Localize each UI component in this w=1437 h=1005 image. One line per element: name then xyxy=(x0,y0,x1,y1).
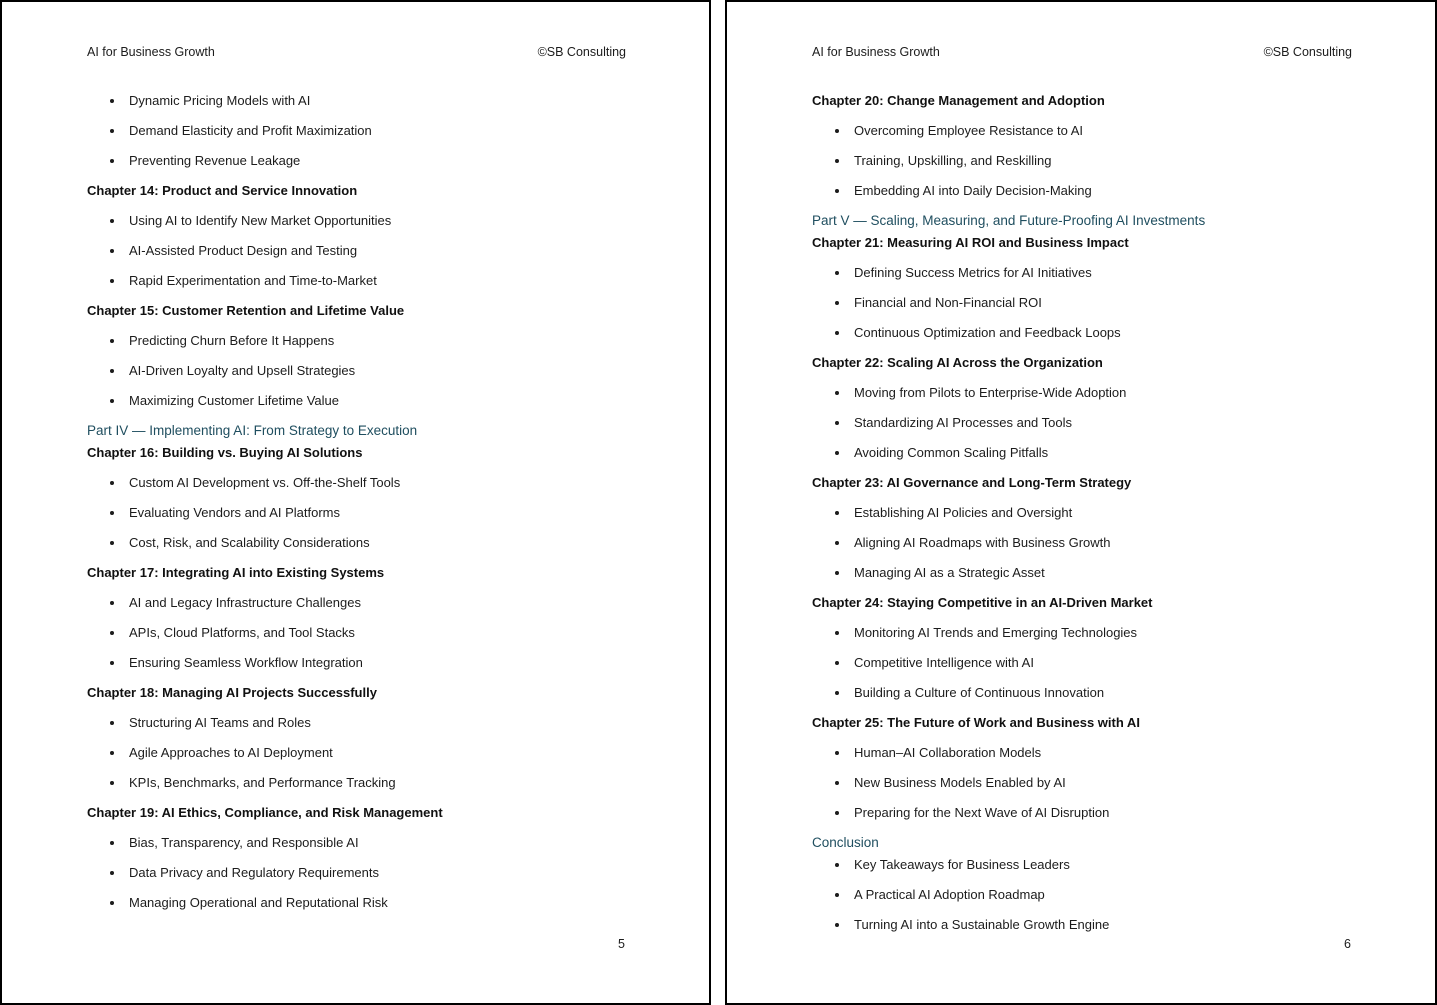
toc-item-label: APIs, Cloud Platforms, and Tool Stacks xyxy=(129,625,355,640)
toc-item-label: Part V — Scaling, Measuring, and Future-Proofing AI Investments xyxy=(812,213,1206,228)
toc-item-label: Predicting Churn Before It Happens xyxy=(129,333,335,348)
document-page-6 xyxy=(725,0,1437,1005)
bullet-dot-icon xyxy=(835,129,839,133)
toc-blocks xyxy=(87,93,659,925)
toc-chapter-heading xyxy=(812,93,1385,123)
toc-bullet-item xyxy=(87,243,659,273)
bullet-dot-icon xyxy=(110,219,114,223)
bullet-dot-icon xyxy=(835,271,839,275)
toc-item-label: Part IV — Implementing AI: From Strategy to Execution xyxy=(87,423,418,438)
toc-chapter-heading xyxy=(87,303,659,333)
page-header xyxy=(812,45,1352,60)
toc-bullet-item xyxy=(812,295,1385,325)
toc-item-label: Human–AI Collaboration Models xyxy=(854,745,1042,760)
toc-part-heading xyxy=(87,423,659,445)
bullet-dot-icon xyxy=(110,279,114,283)
bullet-dot-icon xyxy=(835,301,839,305)
toc-chapter-heading xyxy=(812,595,1385,625)
toc-item-label: Structuring AI Teams and Roles xyxy=(129,715,311,730)
header-title: AI for Business Growth xyxy=(812,45,940,59)
toc-item-label: Establishing AI Policies and Oversight xyxy=(854,505,1073,520)
header-copyright: ©SB Consulting xyxy=(537,45,626,59)
toc-item-label: Competitive Intelligence with AI xyxy=(854,655,1034,670)
bullet-dot-icon xyxy=(835,421,839,425)
toc-item-label: Financial and Non-Financial ROI xyxy=(854,295,1042,310)
bullet-dot-icon xyxy=(110,601,114,605)
toc-item-label: Bias, Transparency, and Responsible AI xyxy=(129,835,359,850)
bullet-dot-icon xyxy=(110,661,114,665)
toc-chapter-heading xyxy=(87,805,659,835)
bullet-dot-icon xyxy=(110,369,114,373)
toc-item-label: Continuous Optimization and Feedback Loops xyxy=(854,325,1121,340)
toc-item-label: Data Privacy and Regulatory Requirements xyxy=(129,865,380,880)
bullet-dot-icon xyxy=(835,189,839,193)
toc-item-label: Conclusion xyxy=(812,835,879,850)
toc-part-heading xyxy=(812,835,1385,857)
bullet-dot-icon xyxy=(110,541,114,545)
toc-bullet-item xyxy=(812,887,1385,917)
bullet-dot-icon xyxy=(835,541,839,545)
toc-item-label: Cost, Risk, and Scalability Considerations xyxy=(129,535,370,550)
toc-bullet-item xyxy=(812,775,1385,805)
toc-item-label: Preparing for the Next Wave of AI Disruption xyxy=(854,805,1110,820)
toc-bullet-item xyxy=(812,655,1385,685)
toc-bullet-item xyxy=(812,805,1385,835)
toc-bullet-item xyxy=(87,835,659,865)
toc-item-label: Chapter 19: AI Ethics, Compliance, and Risk Management xyxy=(87,805,443,820)
toc-bullet-item xyxy=(812,415,1385,445)
toc-bullet-item xyxy=(812,685,1385,715)
toc-item-label: Chapter 25: The Future of Work and Business with AI xyxy=(812,715,1140,730)
header-title: AI for Business Growth xyxy=(87,45,215,59)
toc-item-label: Defining Success Metrics for AI Initiatives xyxy=(854,265,1092,280)
toc-item-label: Chapter 15: Customer Retention and Lifetime Value xyxy=(87,303,405,318)
toc-item-label: Overcoming Employee Resistance to AI xyxy=(854,123,1084,138)
toc-item-label: Training, Upskilling, and Reskilling xyxy=(854,153,1052,168)
bullet-dot-icon xyxy=(835,811,839,815)
toc-bullet-item xyxy=(812,183,1385,213)
toc-item-label: Building a Culture of Continuous Innovation xyxy=(854,685,1105,700)
bullet-dot-icon xyxy=(835,331,839,335)
toc-item-label: Using AI to Identify New Market Opportunities xyxy=(129,213,392,228)
toc-item-label: Ensuring Seamless Workflow Integration xyxy=(129,655,363,670)
toc-item-label: Turning AI into a Sustainable Growth Engine xyxy=(854,917,1110,932)
toc-item-label: AI-Driven Loyalty and Upsell Strategies xyxy=(129,363,356,378)
toc-bullet-item xyxy=(87,273,659,303)
toc-item-label: Preventing Revenue Leakage xyxy=(129,153,301,168)
toc-item-label: New Business Models Enabled by AI xyxy=(854,775,1066,790)
toc-item-label: Chapter 22: Scaling AI Across the Organization xyxy=(812,355,1103,370)
toc-chapter-heading xyxy=(812,355,1385,385)
bullet-dot-icon xyxy=(835,863,839,867)
bullet-dot-icon xyxy=(835,893,839,897)
document-page-5 xyxy=(0,0,711,1005)
bullet-dot-icon xyxy=(110,721,114,725)
toc-bullet-item xyxy=(87,745,659,775)
toc-item-label: Demand Elasticity and Profit Maximization xyxy=(129,123,372,138)
bullet-dot-icon xyxy=(835,923,839,927)
bullet-dot-icon xyxy=(110,99,114,103)
toc-item-label: Moving from Pilots to Enterprise-Wide Adoption xyxy=(854,385,1127,400)
toc-bullet-item xyxy=(812,123,1385,153)
toc-chapter-heading xyxy=(87,565,659,595)
bullet-dot-icon xyxy=(835,691,839,695)
bullet-dot-icon xyxy=(835,661,839,665)
toc-bullet-item xyxy=(812,505,1385,535)
toc-item-label: Chapter 14: Product and Service Innovation xyxy=(87,183,358,198)
toc-item-label: AI and Legacy Infrastructure Challenges xyxy=(129,595,361,610)
toc-item-label: Managing Operational and Reputational Risk xyxy=(129,895,388,910)
bullet-dot-icon xyxy=(835,781,839,785)
toc-item-label: Embedding AI into Daily Decision-Making xyxy=(854,183,1092,198)
toc-item-label: Rapid Experimentation and Time-to-Market xyxy=(129,273,377,288)
bullet-dot-icon xyxy=(110,399,114,403)
bullet-dot-icon xyxy=(110,249,114,253)
toc-bullet-item xyxy=(812,153,1385,183)
toc-item-label: Custom AI Development vs. Off-the-Shelf Tools xyxy=(129,475,401,490)
bullet-dot-icon xyxy=(835,159,839,163)
toc-bullet-item xyxy=(87,715,659,745)
toc-bullet-item xyxy=(87,535,659,565)
bullet-dot-icon xyxy=(110,159,114,163)
toc-bullet-item xyxy=(87,93,659,123)
toc-item-label: Evaluating Vendors and AI Platforms xyxy=(129,505,341,520)
toc-item-label: Managing AI as a Strategic Asset xyxy=(854,565,1045,580)
bullet-dot-icon xyxy=(110,901,114,905)
toc-chapter-heading xyxy=(812,235,1385,265)
toc-item-label: Standardizing AI Processes and Tools xyxy=(854,415,1073,430)
bullet-dot-icon xyxy=(110,339,114,343)
toc-item-label: Chapter 24: Staying Competitive in an AI-Driven Market xyxy=(812,595,1153,610)
bullet-dot-icon xyxy=(835,631,839,635)
bullet-dot-icon xyxy=(110,751,114,755)
toc-part-heading xyxy=(812,213,1385,235)
bullet-dot-icon xyxy=(835,391,839,395)
toc-bullet-item xyxy=(87,475,659,505)
toc-bullet-item xyxy=(812,857,1385,887)
bullet-dot-icon xyxy=(110,511,114,515)
toc-bullet-item xyxy=(87,363,659,393)
toc-item-label: Monitoring AI Trends and Emerging Technologies xyxy=(854,625,1138,640)
toc-item-label: Chapter 18: Managing AI Projects Successfully xyxy=(87,685,377,700)
toc-bullet-item xyxy=(812,625,1385,655)
toc-bullet-item xyxy=(812,745,1385,775)
toc-item-label: Chapter 21: Measuring AI ROI and Business Impact xyxy=(812,235,1129,250)
bullet-dot-icon xyxy=(110,781,114,785)
header-copyright: ©SB Consulting xyxy=(1263,45,1352,59)
toc-bullet-item xyxy=(87,865,659,895)
toc-item-label: Agile Approaches to AI Deployment xyxy=(129,745,333,760)
toc-blocks xyxy=(812,93,1385,947)
toc-bullet-item xyxy=(87,153,659,183)
toc-bullet-item xyxy=(812,385,1385,415)
toc-bullet-item xyxy=(87,595,659,625)
toc-item-label: Chapter 23: AI Governance and Long-Term Strategy xyxy=(812,475,1132,490)
page-header xyxy=(87,45,626,60)
toc-item-label: Aligning AI Roadmaps with Business Growth xyxy=(854,535,1111,550)
toc-bullet-item xyxy=(812,535,1385,565)
toc-chapter-heading xyxy=(87,183,659,213)
toc-chapter-heading xyxy=(812,715,1385,745)
toc-chapter-heading xyxy=(812,475,1385,505)
toc-item-label: KPIs, Benchmarks, and Performance Tracking xyxy=(129,775,396,790)
bullet-dot-icon xyxy=(835,511,839,515)
toc-item-label: Maximizing Customer Lifetime Value xyxy=(129,393,339,408)
toc-bullet-item xyxy=(812,265,1385,295)
toc-item-label: Chapter 17: Integrating AI into Existing Systems xyxy=(87,565,385,580)
toc-bullet-item xyxy=(87,393,659,423)
bullet-dot-icon xyxy=(835,451,839,455)
bullet-dot-icon xyxy=(835,571,839,575)
toc-bullet-item xyxy=(87,333,659,363)
bullet-dot-icon xyxy=(110,871,114,875)
toc-chapter-heading xyxy=(87,685,659,715)
page-number: 6 xyxy=(1344,937,1351,951)
toc-item-label: Dynamic Pricing Models with AI xyxy=(129,93,311,108)
toc-bullet-item xyxy=(812,565,1385,595)
toc-bullet-item xyxy=(812,325,1385,355)
toc-bullet-item xyxy=(812,917,1385,947)
toc-bullet-item xyxy=(87,655,659,685)
bullet-dot-icon xyxy=(835,751,839,755)
toc-bullet-item xyxy=(87,213,659,243)
toc-item-label: Avoiding Common Scaling Pitfalls xyxy=(854,445,1049,460)
toc-item-label: Chapter 20: Change Management and Adoption xyxy=(812,93,1105,108)
toc-bullet-item xyxy=(812,445,1385,475)
toc-item-label: AI-Assisted Product Design and Testing xyxy=(129,243,358,258)
toc-bullet-item xyxy=(87,505,659,535)
toc-item-label: Key Takeaways for Business Leaders xyxy=(854,857,1070,872)
toc-item-label: A Practical AI Adoption Roadmap xyxy=(854,887,1045,902)
bullet-dot-icon xyxy=(110,129,114,133)
toc-bullet-item xyxy=(87,775,659,805)
bullet-dot-icon xyxy=(110,841,114,845)
toc-bullet-item xyxy=(87,123,659,153)
page-number: 5 xyxy=(618,937,625,951)
toc-bullet-item xyxy=(87,895,659,925)
bullet-dot-icon xyxy=(110,631,114,635)
toc-chapter-heading xyxy=(87,445,659,475)
toc-bullet-item xyxy=(87,625,659,655)
toc-item-label: Chapter 16: Building vs. Buying AI Solutions xyxy=(87,445,363,460)
bullet-dot-icon xyxy=(110,481,114,485)
